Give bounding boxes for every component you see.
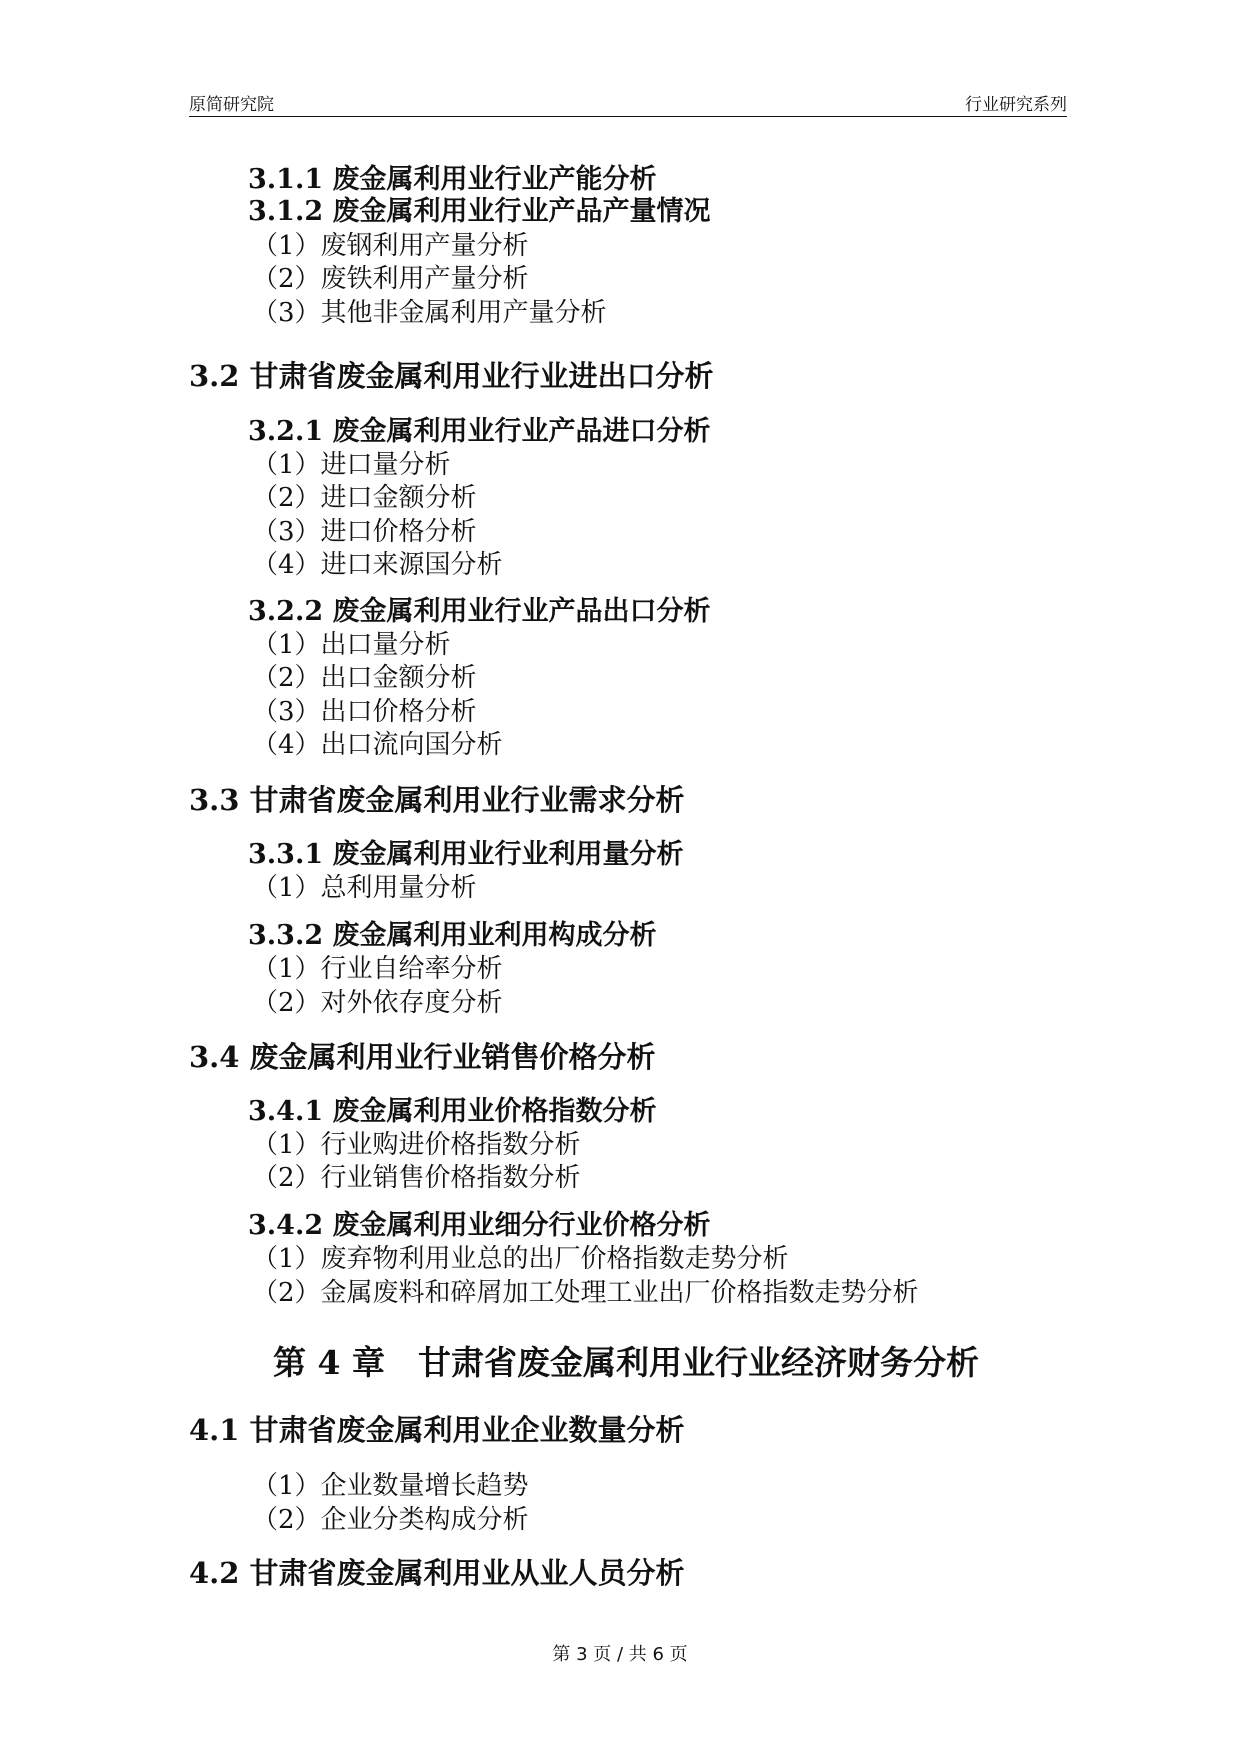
toc-item: （2）行业销售价格指数分析 [252, 1163, 581, 1193]
toc-item: （2）出口金额分析 [252, 663, 477, 693]
toc-subsection: 3.2.2 废金属利用业行业产品出口分析 [248, 596, 711, 627]
toc-item: （3）其他非金属利用产量分析 [252, 298, 607, 328]
toc-subsection: 3.4.2 废金属利用业细分行业价格分析 [248, 1210, 711, 1241]
toc-item: （4）出口流向国分析 [252, 730, 503, 760]
toc-subsection: 3.2.1 废金属利用业行业产品进口分析 [248, 416, 711, 447]
toc-item: （1）出口量分析 [252, 630, 451, 660]
header-institute: 原简研究院 [189, 95, 274, 115]
toc-subsection: 3.1.1 废金属利用业行业产能分析 [248, 164, 657, 195]
page-header [189, 86, 1067, 117]
toc-section: 4.1 甘肃省废金属利用业企业数量分析 [189, 1413, 685, 1447]
toc-item: （4）进口来源国分析 [252, 550, 503, 580]
toc-item: （2）金属废料和碎屑加工处理工业出厂价格指数走势分析 [252, 1278, 919, 1308]
toc-item: （2）废铁利用产量分析 [252, 264, 529, 294]
toc-item: （3）出口价格分析 [252, 697, 477, 727]
toc-item: （1）废弃物利用业总的出厂价格指数走势分析 [252, 1244, 789, 1274]
toc-section: 3.2 甘肃省废金属利用业行业进出口分析 [189, 359, 714, 393]
toc-item: （2）企业分类构成分析 [252, 1505, 529, 1535]
toc-item: （1）行业购进价格指数分析 [252, 1130, 581, 1160]
toc-item: （2）进口金额分析 [252, 483, 477, 513]
toc-item: （1）进口量分析 [252, 450, 451, 480]
toc-item: （1）行业自给率分析 [252, 954, 503, 984]
toc-item: （1）废钢利用产量分析 [252, 231, 529, 261]
page-number: 第 3 页 / 共 6 页 [552, 1644, 688, 1665]
toc-item: （2）对外依存度分析 [252, 988, 503, 1018]
toc-section: 3.4 废金属利用业行业销售价格分析 [189, 1040, 656, 1074]
toc-section: 4.2 甘肃省废金属利用业从业人员分析 [189, 1556, 685, 1590]
toc-chapter: 第 4 章 甘肃省废金属利用业行业经济财务分析 [273, 1343, 979, 1382]
toc-subsection: 3.3.1 废金属利用业行业利用量分析 [248, 839, 684, 870]
toc-subsection: 3.3.2 废金属利用业利用构成分析 [248, 920, 657, 951]
header-series: 行业研究系列 [965, 95, 1067, 115]
toc-section: 3.3 甘肃省废金属利用业行业需求分析 [189, 783, 685, 817]
toc-item: （1）企业数量增长趋势 [252, 1471, 529, 1501]
toc-item: （1）总利用量分析 [252, 873, 477, 903]
toc-subsection: 3.1.2 废金属利用业行业产品产量情况 [248, 196, 711, 227]
page-footer [0, 1640, 1240, 1666]
toc-subsection: 3.4.1 废金属利用业价格指数分析 [248, 1096, 657, 1127]
toc-item: （3）进口价格分析 [252, 517, 477, 547]
